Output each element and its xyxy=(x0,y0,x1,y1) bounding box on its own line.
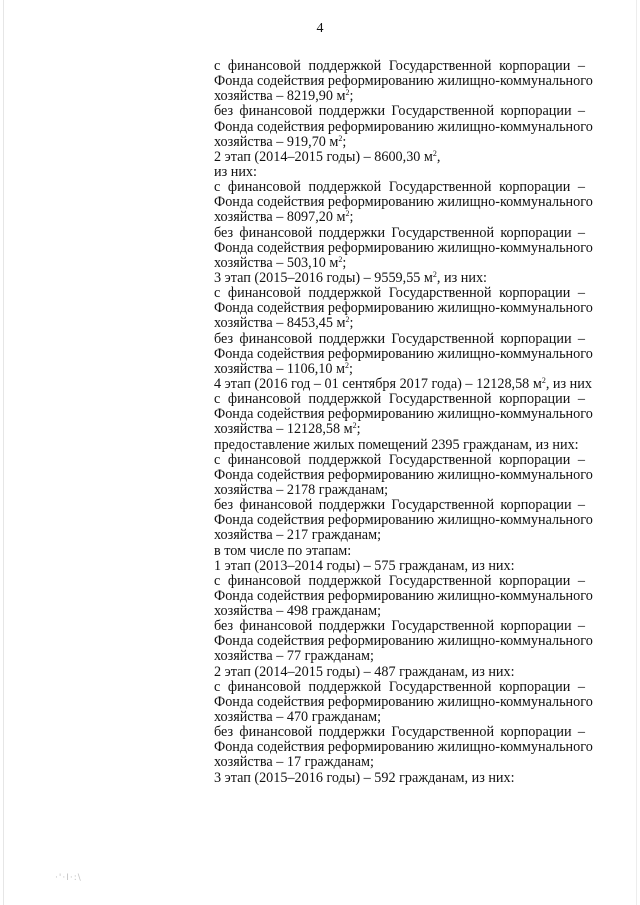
text-line xyxy=(214,649,585,664)
line-text: Фонда содействия реформированию жилищно-коммунального xyxy=(214,512,593,529)
line-text: в том числе по этапам: xyxy=(214,542,352,559)
line-text: хозяйства – 8219,90 м xyxy=(214,88,346,105)
line-tail: ; xyxy=(342,254,347,271)
line-text: 1 этап (2013–2014 годы) – 575 гражданам, из них: xyxy=(214,557,515,574)
unit-superscript: 2 xyxy=(345,88,350,98)
line-text: без финансовой поддержки Государственной корпорации – xyxy=(214,497,585,514)
text-line xyxy=(214,755,585,770)
text-line xyxy=(214,512,593,529)
text-line xyxy=(214,316,585,331)
text-line xyxy=(214,559,585,574)
text-line xyxy=(214,574,585,589)
text-line xyxy=(214,619,585,634)
unit-superscript: 2 xyxy=(352,421,357,431)
text-line xyxy=(214,633,593,650)
text-line xyxy=(214,438,585,453)
text-line xyxy=(214,210,585,225)
line-tail: , из них: xyxy=(436,269,487,286)
text-line xyxy=(214,375,592,392)
text-line xyxy=(214,528,585,543)
text-line xyxy=(214,194,593,211)
text-line xyxy=(214,332,585,347)
text-line xyxy=(214,226,585,241)
line-text: с финансовой поддержкой Государственной корпорации – xyxy=(214,572,585,589)
line-text: предоставление жилых помещений 2395 гражданам, из них: xyxy=(214,436,579,453)
text-line xyxy=(214,466,593,483)
line-text: 3 этап (2015–2016 годы) – 9559,55 м xyxy=(214,269,433,286)
line-tail: , из них xyxy=(545,375,592,392)
line-text: из них: xyxy=(214,163,257,180)
text-line xyxy=(214,771,585,786)
line-tail: ; xyxy=(349,209,354,226)
line-text: 4 этап (2016 год – 01 сентября 2017 года) – 12128,58 м xyxy=(214,375,542,392)
line-text: хозяйства – 12128,58 м xyxy=(214,421,353,438)
line-text: хозяйства – 503,10 м xyxy=(214,254,339,271)
line-text: Фонда содействия реформированию жилищно-коммунального xyxy=(214,633,593,650)
line-text: хозяйства – 1106,10 м xyxy=(214,360,345,377)
line-text: Фонда содействия реформированию жилищно-коммунального xyxy=(214,693,593,710)
text-line xyxy=(214,165,585,180)
line-text: без финансовой поддержки Государственной корпорации – xyxy=(214,224,585,241)
line-text: Фонда содействия реформированию жилищно-коммунального xyxy=(214,73,593,90)
text-line xyxy=(214,725,585,740)
unit-superscript: 2 xyxy=(541,375,546,385)
line-text: без финансовой поддержки Государственной корпорации – xyxy=(214,724,585,741)
line-text: с финансовой поддержкой Государственной корпорации – xyxy=(214,451,585,468)
unit-superscript: 2 xyxy=(338,133,343,143)
line-text: с финансовой поддержкой Государственной корпорации – xyxy=(214,179,585,196)
unit-superscript: 2 xyxy=(344,360,349,370)
line-text: без финансовой поддержки Государственной корпорации – xyxy=(214,103,585,120)
text-line xyxy=(214,483,585,498)
text-line xyxy=(214,665,585,680)
text-line xyxy=(214,406,593,423)
unit-superscript: 2 xyxy=(432,269,437,279)
text-line xyxy=(214,89,585,104)
line-text: хозяйства – 470 гражданам; xyxy=(214,709,382,726)
line-text: Фонда содействия реформированию жилищно-коммунального xyxy=(214,466,593,483)
line-text: Фонда содействия реформированию жилищно-коммунального xyxy=(214,118,593,135)
line-text: Фонда содействия реформированию жилищно-коммунального xyxy=(214,300,593,317)
text-line xyxy=(214,362,585,377)
text-line xyxy=(214,104,585,119)
text-line xyxy=(214,256,585,271)
text-line xyxy=(214,73,593,90)
line-text: с финансовой поддержкой Государственной корпорации – xyxy=(214,678,585,695)
text-line xyxy=(214,59,585,74)
line-text: Фонда содействия реформированию жилищно-коммунального xyxy=(214,739,593,756)
text-line xyxy=(214,135,585,150)
text-line xyxy=(214,544,585,559)
text-line xyxy=(214,345,593,362)
text-line xyxy=(214,498,585,513)
text-line xyxy=(214,239,593,256)
text-line xyxy=(214,422,585,437)
text-line xyxy=(214,286,585,301)
line-text: хозяйства – 8097,20 м xyxy=(214,209,346,226)
text-line xyxy=(214,150,585,165)
line-text: Фонда содействия реформированию жилищно-коммунального xyxy=(214,587,593,604)
text-line xyxy=(214,710,585,725)
line-text: Фонда содействия реформированию жилищно-коммунального xyxy=(214,239,593,256)
line-text: с финансовой поддержкой Государственной корпорации – xyxy=(214,285,585,302)
line-text: хозяйства – 17 гражданам; xyxy=(214,754,374,771)
text-line xyxy=(214,680,585,695)
line-text: хозяйства – 8453,45 м xyxy=(214,315,346,332)
line-text: с финансовой поддержкой Государственной корпорации – xyxy=(214,391,585,408)
line-text: Фонда содействия реформированию жилищно-коммунального xyxy=(214,406,593,423)
line-text: Фонда содействия реформированию жилищно-коммунального xyxy=(214,345,593,362)
page-number: 4 xyxy=(316,21,324,36)
line-tail: , xyxy=(436,148,441,165)
text-line xyxy=(214,693,593,710)
unit-superscript: 2 xyxy=(432,148,437,158)
line-text: хозяйства – 77 гражданам; xyxy=(214,648,374,665)
text-line xyxy=(214,739,593,756)
text-line xyxy=(214,604,585,619)
line-text: 2 этап (2014–2015 годы) – 8600,30 м xyxy=(214,148,433,165)
text-line xyxy=(214,271,585,286)
text-line xyxy=(214,453,585,468)
line-text: 2 этап (2014–2015 годы) – 487 гражданам, из них: xyxy=(214,663,515,680)
unit-superscript: 2 xyxy=(345,315,350,325)
line-text: хозяйства – 498 гражданам; xyxy=(214,603,382,620)
line-text: 3 этап (2015–2016 годы) – 592 гражданам, из них: xyxy=(214,769,515,786)
line-text: без финансовой поддержки Государственной корпорации – xyxy=(214,330,585,347)
line-tail: ; xyxy=(349,88,354,105)
scan-artifact-mark: ·'·I·:\ xyxy=(55,873,82,883)
scan-edge-right xyxy=(636,0,637,905)
line-tail: ; xyxy=(349,315,354,332)
line-tail: ; xyxy=(342,133,347,150)
line-text: хозяйства – 217 гражданам; xyxy=(214,527,382,544)
line-text: с финансовой поддержкой Государственной корпорации – xyxy=(214,58,585,74)
text-line xyxy=(214,587,593,604)
scan-edge-left xyxy=(3,0,4,905)
text-line xyxy=(214,180,585,195)
text-line xyxy=(214,118,593,135)
line-text: без финансовой поддержки Государственной корпорации – xyxy=(214,618,585,635)
unit-superscript: 2 xyxy=(345,209,350,219)
line-text: хозяйства – 2178 гражданам; xyxy=(214,481,389,498)
line-text: хозяйства – 919,70 м xyxy=(214,133,339,150)
unit-superscript: 2 xyxy=(338,254,343,264)
text-line xyxy=(214,300,593,317)
document-body xyxy=(214,58,593,786)
line-tail: ; xyxy=(356,421,361,438)
line-tail: ; xyxy=(348,360,353,377)
line-text: Фонда содействия реформированию жилищно-коммунального xyxy=(214,194,593,211)
text-line xyxy=(214,392,585,407)
